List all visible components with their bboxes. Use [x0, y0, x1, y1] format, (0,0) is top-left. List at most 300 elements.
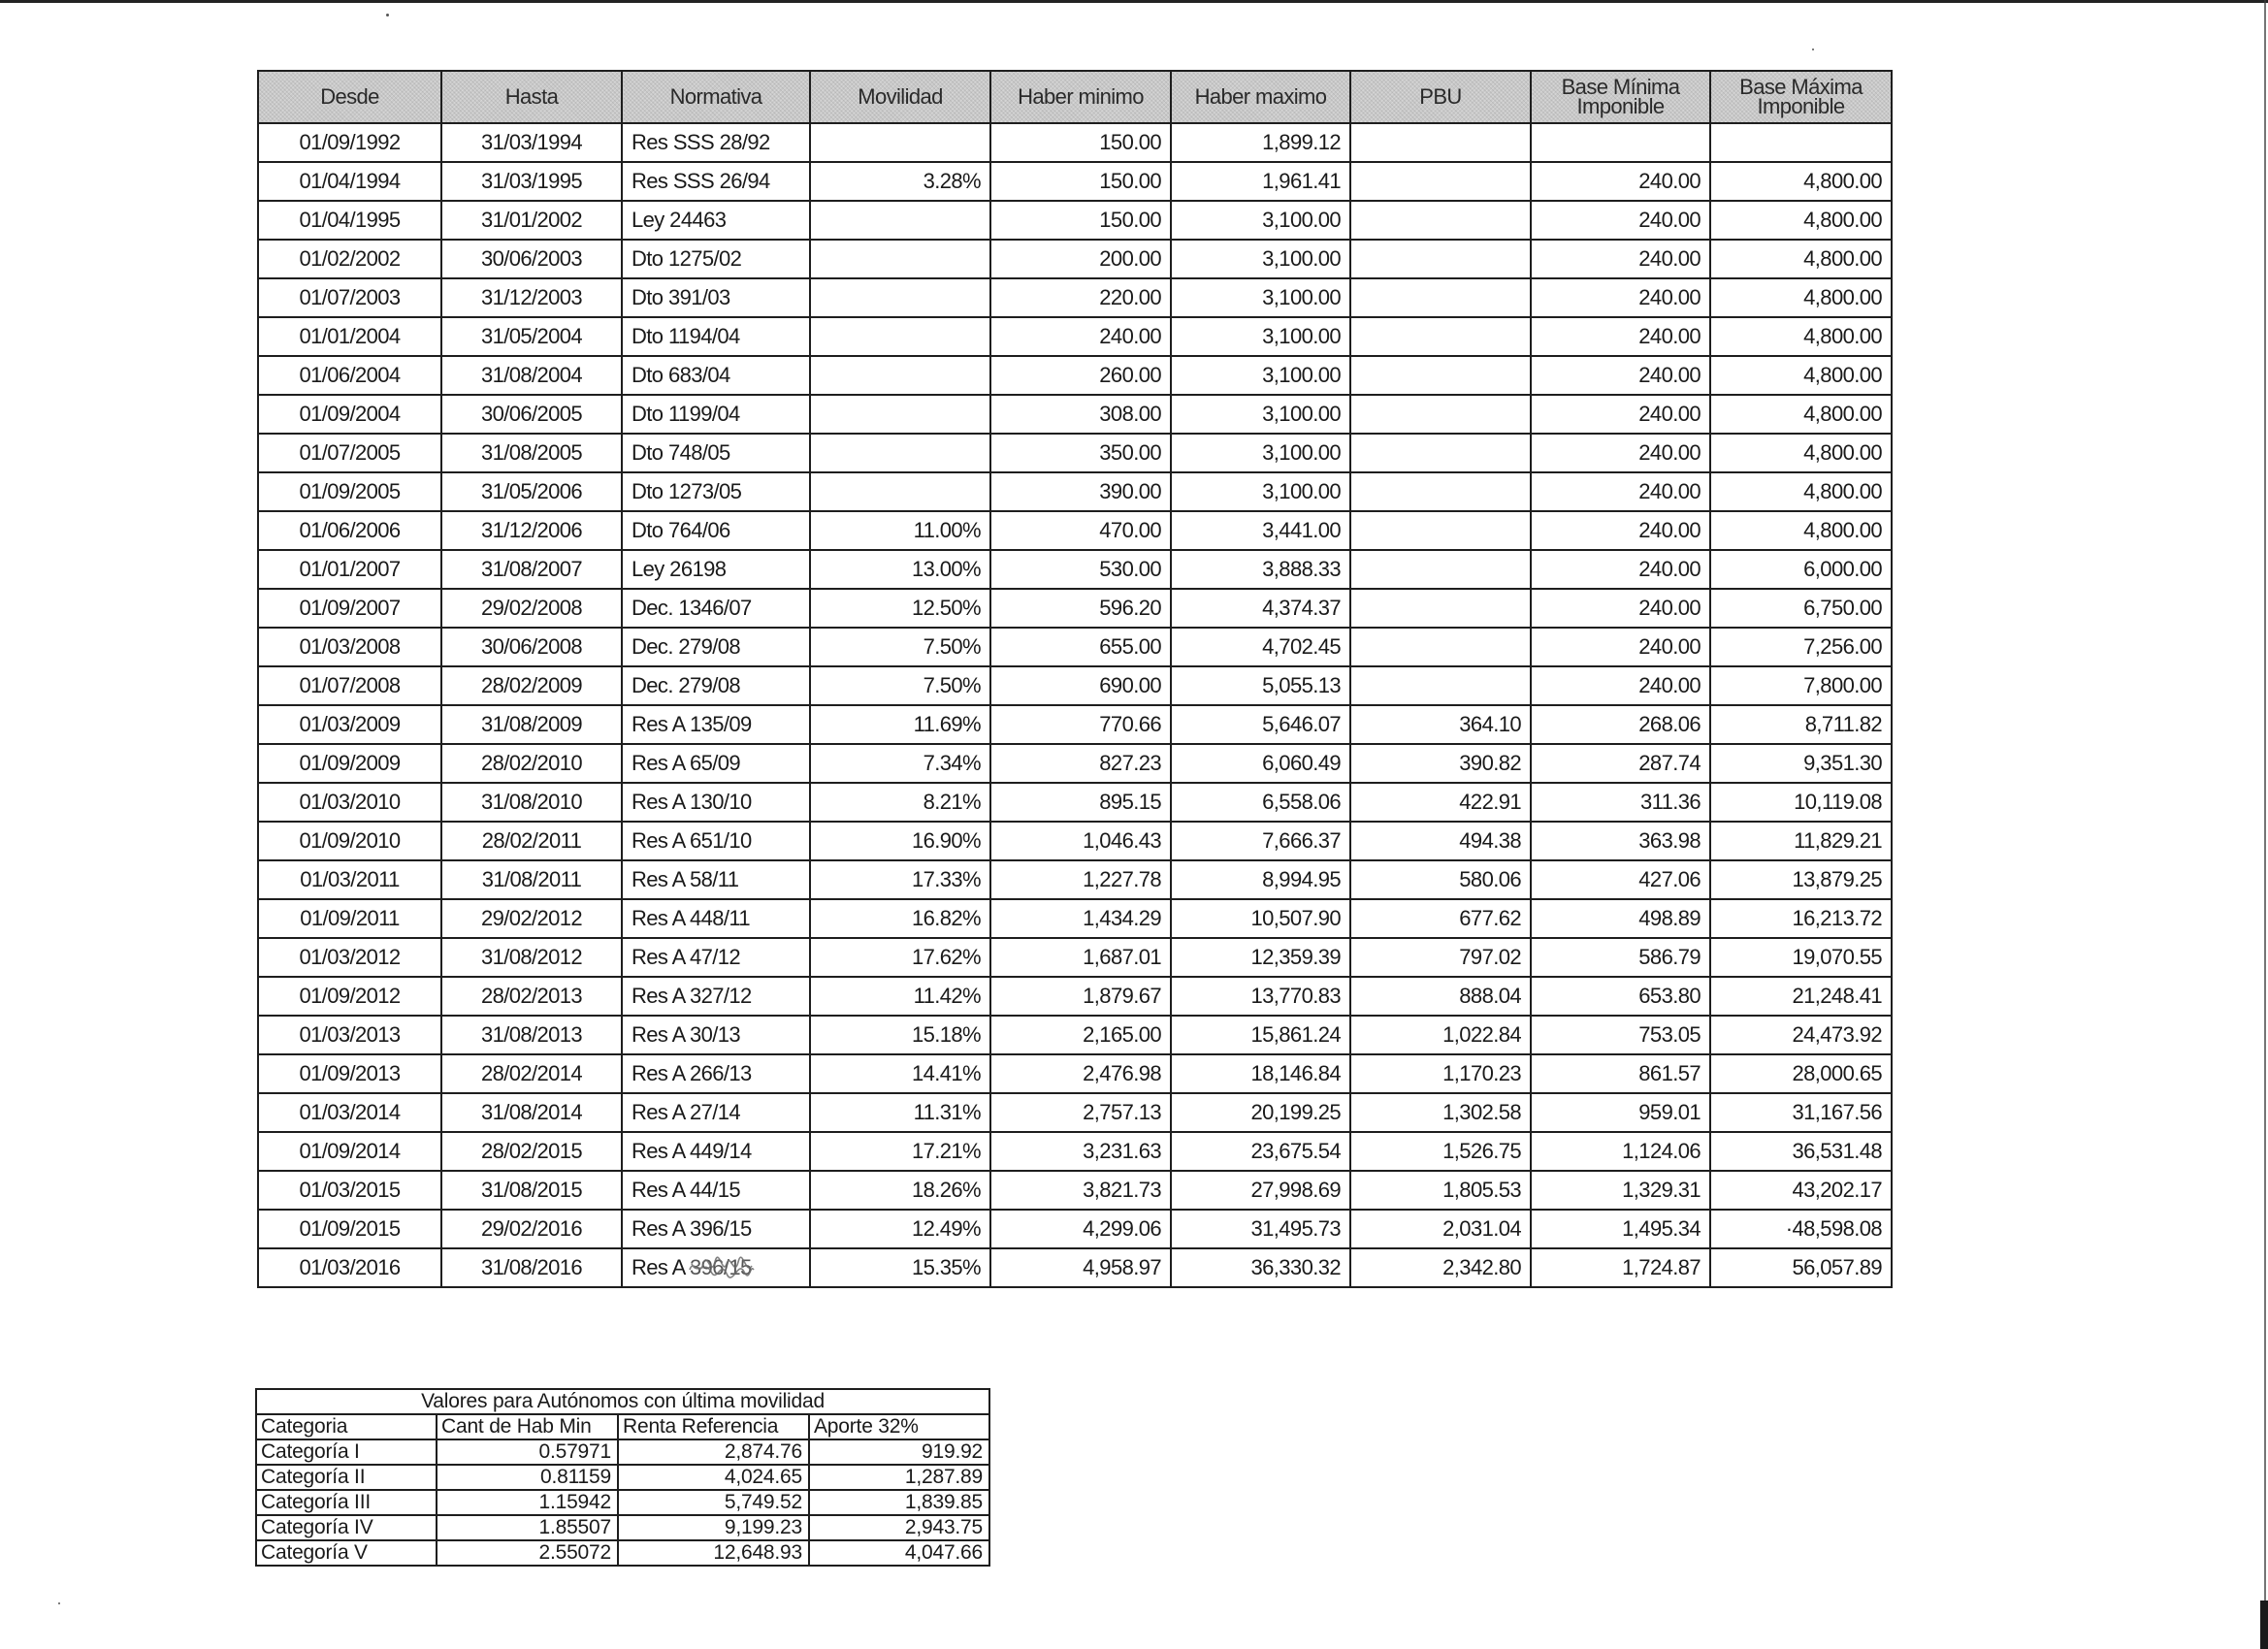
table-row [258, 356, 1892, 395]
base-maxima-cell: 24,473.92 [1710, 1016, 1892, 1054]
column-header-base-minima-imponible [1531, 71, 1710, 123]
base-minima-cell: 498.89 [1531, 899, 1710, 938]
autonomos-row [256, 1465, 989, 1490]
pbu-cell: 1,805.53 [1350, 1171, 1531, 1210]
autonomos-title-row [256, 1389, 989, 1414]
haber-maximo-cell: 31,495.73 [1171, 1210, 1350, 1248]
haber-maximo-cell: 7,666.37 [1171, 822, 1350, 860]
table-row [258, 783, 1892, 822]
pbu-cell [1350, 356, 1531, 395]
hasta-cell: 31/08/2011 [441, 860, 622, 899]
desde-cell: 01/09/2015 [258, 1210, 441, 1248]
haber-minimo-cell: 895.15 [990, 783, 1171, 822]
desde-cell: 01/02/2002 [258, 240, 441, 278]
haber-minimo-cell: 220.00 [990, 278, 1171, 317]
pbu-cell: 2,031.04 [1350, 1210, 1531, 1248]
base-minima-cell: 1,495.34 [1531, 1210, 1710, 1248]
movilidad-cell [810, 317, 990, 356]
pbu-cell: 364.10 [1350, 705, 1531, 744]
normativa-cell: Dto 1194/04 [622, 317, 810, 356]
autonomos-row [256, 1515, 989, 1540]
pbu-cell: 2,342.80 [1350, 1248, 1531, 1287]
normativa-cell: Dto 764/06 [622, 511, 810, 550]
scan-speck [58, 1602, 60, 1604]
base-minima-cell: 586.79 [1531, 938, 1710, 977]
hasta-cell: 31/08/2014 [441, 1093, 622, 1132]
haber-minimo-cell: 260.00 [990, 356, 1171, 395]
movilidad-cell [810, 240, 990, 278]
desde-cell: 01/07/2005 [258, 434, 441, 472]
base-minima-cell: 240.00 [1531, 434, 1710, 472]
base-minima-cell: 240.00 [1531, 666, 1710, 705]
renta-referencia-cell: 5,749.52 [618, 1490, 809, 1515]
categoria-cell: Categoría III [256, 1490, 437, 1515]
cant-hab-min-cell: 0.57971 [437, 1439, 618, 1465]
movilidad-table [257, 70, 1893, 1288]
table-row [258, 744, 1892, 783]
desde-cell: 01/03/2011 [258, 860, 441, 899]
normativa-text: Res A [632, 1255, 685, 1279]
movilidad-cell: 11.42% [810, 977, 990, 1016]
base-minima-cell: 268.06 [1531, 705, 1710, 744]
haber-maximo-cell: 3,100.00 [1171, 317, 1350, 356]
autonomos-column-header: Cant de Hab Min [437, 1414, 618, 1439]
hasta-cell: 28/02/2014 [441, 1054, 622, 1093]
column-header-label: Haber maximo [1194, 84, 1327, 109]
table-row [258, 1054, 1892, 1093]
normativa-cell: Res A 30/13 [622, 1016, 810, 1054]
pbu-cell: 390.82 [1350, 744, 1531, 783]
normativa-cell: Res A 449/14 [622, 1132, 810, 1171]
hasta-cell: 31/12/2006 [441, 511, 622, 550]
base-minima-cell: 753.05 [1531, 1016, 1710, 1054]
haber-maximo-cell: 3,100.00 [1171, 472, 1350, 511]
hasta-cell: 31/05/2006 [441, 472, 622, 511]
table-row [258, 278, 1892, 317]
normativa-cell: Res A 65/09 [622, 744, 810, 783]
normativa-cell: Res A 130/10 [622, 783, 810, 822]
movilidad-cell: 11.00% [810, 511, 990, 550]
base-maxima-cell: 43,202.17 [1710, 1171, 1892, 1210]
hasta-cell: 30/06/2008 [441, 628, 622, 666]
movilidad-cell: 12.49% [810, 1210, 990, 1248]
autonomos-column-header: Renta Referencia [618, 1414, 809, 1439]
table-row [258, 666, 1892, 705]
hasta-cell: 31/03/1994 [441, 123, 622, 162]
base-maxima-cell: 31,167.56 [1710, 1093, 1892, 1132]
column-header-label: Desde [320, 84, 379, 109]
haber-maximo-cell: 13,770.83 [1171, 977, 1350, 1016]
autonomos-column-header: Categoria [256, 1414, 437, 1439]
autonomos-row [256, 1490, 989, 1515]
hasta-cell: 31/08/2010 [441, 783, 622, 822]
desde-cell: 01/09/2014 [258, 1132, 441, 1171]
table-row [258, 589, 1892, 628]
base-minima-cell: 240.00 [1531, 395, 1710, 434]
haber-maximo-cell: 5,646.07 [1171, 705, 1350, 744]
haber-maximo-cell: 27,998.69 [1171, 1171, 1350, 1210]
aporte-cell: 1,287.89 [809, 1465, 989, 1490]
haber-minimo-cell: 530.00 [990, 550, 1171, 589]
column-header-label: Haber minimo [1018, 84, 1144, 109]
hasta-cell: 28/02/2010 [441, 744, 622, 783]
pbu-cell [1350, 589, 1531, 628]
normativa-cell: Res A 448/11 [622, 899, 810, 938]
haber-maximo-cell: 3,100.00 [1171, 240, 1350, 278]
haber-minimo-cell: 308.00 [990, 395, 1171, 434]
table-row [258, 201, 1892, 240]
column-header-label: Normativa [669, 84, 762, 109]
base-maxima-cell: 11,829.21 [1710, 822, 1892, 860]
cant-hab-min-cell: 0.81159 [437, 1465, 618, 1490]
table-header-row [258, 71, 1892, 123]
pbu-cell [1350, 511, 1531, 550]
normativa-cell: Res A 47/12 [622, 938, 810, 977]
cant-hab-min-cell: 2.55072 [437, 1540, 618, 1566]
hasta-cell: 31/08/2004 [441, 356, 622, 395]
table-row [258, 123, 1892, 162]
normativa-cell: Res A 651/10 [622, 822, 810, 860]
base-minima-cell: 240.00 [1531, 201, 1710, 240]
scan-speck [1812, 48, 1814, 50]
haber-maximo-cell: 3,100.00 [1171, 356, 1350, 395]
pbu-cell [1350, 550, 1531, 589]
table-row [258, 860, 1892, 899]
base-maxima-cell: 28,000.65 [1710, 1054, 1892, 1093]
haber-maximo-cell: 36,330.32 [1171, 1248, 1350, 1287]
haber-minimo-cell: 150.00 [990, 162, 1171, 201]
haber-maximo-cell: 3,441.00 [1171, 511, 1350, 550]
normativa-cell: Dto 1273/05 [622, 472, 810, 511]
normativa-cell: Dto 748/05 [622, 434, 810, 472]
base-maxima-cell: 6,000.00 [1710, 550, 1892, 589]
table-row [258, 434, 1892, 472]
column-header-label: Imponible [1576, 94, 1665, 118]
desde-cell: 01/03/2013 [258, 1016, 441, 1054]
movilidad-cell: 3.28% [810, 162, 990, 201]
haber-minimo-cell: 3,821.73 [990, 1171, 1171, 1210]
autonomos-column-header: Aporte 32% [809, 1414, 989, 1439]
pbu-cell: 888.04 [1350, 977, 1531, 1016]
categoria-cell: Categoría V [256, 1540, 437, 1566]
hasta-cell: 31/05/2004 [441, 317, 622, 356]
table-row [258, 1093, 1892, 1132]
pbu-cell [1350, 162, 1531, 201]
table-row [258, 899, 1892, 938]
haber-maximo-cell: 3,100.00 [1171, 434, 1350, 472]
base-maxima-cell: 13,879.25 [1710, 860, 1892, 899]
hasta-cell: 29/02/2016 [441, 1210, 622, 1248]
haber-maximo-cell: 3,100.00 [1171, 201, 1350, 240]
movilidad-cell: 11.31% [810, 1093, 990, 1132]
hasta-cell: 30/06/2003 [441, 240, 622, 278]
table-row [258, 1016, 1892, 1054]
haber-maximo-cell: 23,675.54 [1171, 1132, 1350, 1171]
autonomos-header-row [256, 1414, 989, 1439]
base-minima-cell: 1,724.87 [1531, 1248, 1710, 1287]
hasta-cell: 31/08/2013 [441, 1016, 622, 1054]
base-minima-cell: 240.00 [1531, 589, 1710, 628]
movilidad-cell: 15.18% [810, 1016, 990, 1054]
haber-minimo-cell: 827.23 [990, 744, 1171, 783]
desde-cell: 01/01/2004 [258, 317, 441, 356]
pbu-cell [1350, 240, 1531, 278]
scribbled-text: 396/15 [690, 1255, 752, 1279]
desde-cell: 01/07/2008 [258, 666, 441, 705]
normativa-cell: Res A 266/13 [622, 1054, 810, 1093]
column-header-haber-minimo [990, 71, 1171, 123]
haber-maximo-cell: 20,199.25 [1171, 1093, 1350, 1132]
base-maxima-cell: 4,800.00 [1710, 395, 1892, 434]
movilidad-cell: 11.69% [810, 705, 990, 744]
hasta-cell: 31/08/2015 [441, 1171, 622, 1210]
movilidad-cell [810, 356, 990, 395]
haber-minimo-cell: 1,227.78 [990, 860, 1171, 899]
cant-hab-min-cell: 1.85507 [437, 1515, 618, 1540]
column-header-movilidad [810, 71, 990, 123]
pbu-cell [1350, 472, 1531, 511]
cant-hab-min-cell: 1.15942 [437, 1490, 618, 1515]
table-row [258, 977, 1892, 1016]
hasta-cell: 31/03/1995 [441, 162, 622, 201]
pbu-cell [1350, 628, 1531, 666]
autonomos-table [255, 1388, 990, 1567]
hasta-cell: 31/01/2002 [441, 201, 622, 240]
table-row [258, 1171, 1892, 1210]
categoria-cell: Categoría I [256, 1439, 437, 1465]
normativa-cell: Res A 327/12 [622, 977, 810, 1016]
column-header-base-maxima-imponible [1710, 71, 1892, 123]
categoria-cell: Categoría IV [256, 1515, 437, 1540]
column-header-haber-maximo [1171, 71, 1350, 123]
haber-minimo-cell: 1,046.43 [990, 822, 1171, 860]
movilidad-cell [810, 278, 990, 317]
movilidad-cell [810, 123, 990, 162]
desde-cell: 01/03/2012 [258, 938, 441, 977]
haber-maximo-cell: 6,558.06 [1171, 783, 1350, 822]
movilidad-cell: 13.00% [810, 550, 990, 589]
pbu-cell: 580.06 [1350, 860, 1531, 899]
base-minima-cell: 240.00 [1531, 278, 1710, 317]
base-minima-cell: 1,124.06 [1531, 1132, 1710, 1171]
table-row [258, 240, 1892, 278]
autonomos-row [256, 1540, 989, 1566]
movilidad-cell [810, 395, 990, 434]
table-row [258, 550, 1892, 589]
aporte-cell: 1,839.85 [809, 1490, 989, 1515]
normativa-cell: Ley 24463 [622, 201, 810, 240]
haber-maximo-cell: 15,861.24 [1171, 1016, 1350, 1054]
haber-minimo-cell: 2,165.00 [990, 1016, 1171, 1054]
desde-cell: 01/04/1994 [258, 162, 441, 201]
haber-minimo-cell: 4,958.97 [990, 1248, 1171, 1287]
haber-minimo-cell: 2,476.98 [990, 1054, 1171, 1093]
base-maxima-cell: 56,057.89 [1710, 1248, 1892, 1287]
movilidad-cell: 7.34% [810, 744, 990, 783]
movilidad-cell [810, 201, 990, 240]
normativa-cell: Dto 683/04 [622, 356, 810, 395]
table-row [258, 938, 1892, 977]
base-maxima-cell: 7,256.00 [1710, 628, 1892, 666]
desde-cell: 01/03/2010 [258, 783, 441, 822]
desde-cell: 01/09/2011 [258, 899, 441, 938]
column-header-label: PBU [1419, 84, 1462, 109]
hasta-cell: 31/08/2007 [441, 550, 622, 589]
renta-referencia-cell: 4,024.65 [618, 1465, 809, 1490]
base-minima-cell: 427.06 [1531, 860, 1710, 899]
hasta-cell: 28/02/2011 [441, 822, 622, 860]
movilidad-cell: 17.21% [810, 1132, 990, 1171]
normativa-cell: Dec. 279/08 [622, 666, 810, 705]
base-maxima-cell: 4,800.00 [1710, 278, 1892, 317]
table-row [258, 472, 1892, 511]
base-minima-cell: 240.00 [1531, 317, 1710, 356]
desde-cell: 01/09/2004 [258, 395, 441, 434]
desde-cell: 01/09/2010 [258, 822, 441, 860]
table-row [258, 1132, 1892, 1171]
pbu-cell: 494.38 [1350, 822, 1531, 860]
base-minima-cell: 1,329.31 [1531, 1171, 1710, 1210]
base-maxima-cell: 4,800.00 [1710, 162, 1892, 201]
normativa-cell: Res A 27/14 [622, 1093, 810, 1132]
haber-maximo-cell: 1,899.12 [1171, 123, 1350, 162]
table-row [258, 1210, 1892, 1248]
base-minima-cell: 240.00 [1531, 356, 1710, 395]
haber-maximo-cell: 6,060.49 [1171, 744, 1350, 783]
movilidad-cell: 17.62% [810, 938, 990, 977]
normativa-cell: Dec. 279/08 [622, 628, 810, 666]
hasta-cell: 31/12/2003 [441, 278, 622, 317]
base-maxima-cell: 8,711.82 [1710, 705, 1892, 744]
column-header-label: Base Máxima [1739, 75, 1863, 99]
desde-cell: 01/09/2013 [258, 1054, 441, 1093]
haber-maximo-cell: 5,055.13 [1171, 666, 1350, 705]
hasta-cell: 30/06/2005 [441, 395, 622, 434]
renta-referencia-cell: 9,199.23 [618, 1515, 809, 1540]
haber-minimo-cell: 655.00 [990, 628, 1171, 666]
normativa-cell: Res SSS 26/94 [622, 162, 810, 201]
haber-minimo-cell: 390.00 [990, 472, 1171, 511]
haber-minimo-cell: 2,757.13 [990, 1093, 1171, 1132]
base-minima-cell: 240.00 [1531, 550, 1710, 589]
base-maxima-cell: 4,800.00 [1710, 317, 1892, 356]
hasta-cell: 31/08/2016 [441, 1248, 622, 1287]
pbu-cell: 797.02 [1350, 938, 1531, 977]
pbu-cell [1350, 434, 1531, 472]
scan-corner-mark [2260, 1600, 2268, 1649]
pbu-cell: 677.62 [1350, 899, 1531, 938]
renta-referencia-cell: 2,874.76 [618, 1439, 809, 1465]
haber-minimo-cell: 150.00 [990, 201, 1171, 240]
normativa-cell: Dec. 1346/07 [622, 589, 810, 628]
autonomos-row [256, 1439, 989, 1465]
column-header-label: Movilidad [858, 84, 943, 109]
haber-minimo-cell: 150.00 [990, 123, 1171, 162]
hasta-cell: 28/02/2009 [441, 666, 622, 705]
desde-cell: 01/09/1992 [258, 123, 441, 162]
haber-maximo-cell: 1,961.41 [1171, 162, 1350, 201]
haber-maximo-cell: 10,507.90 [1171, 899, 1350, 938]
base-minima-cell: 240.00 [1531, 511, 1710, 550]
haber-minimo-cell: 1,434.29 [990, 899, 1171, 938]
haber-maximo-cell: 4,374.37 [1171, 589, 1350, 628]
base-maxima-cell [1710, 123, 1892, 162]
pbu-cell [1350, 666, 1531, 705]
scan-speck [386, 14, 389, 16]
column-header-label: Hasta [504, 84, 559, 109]
movilidad-cell: 18.26% [810, 1171, 990, 1210]
column-header-label: Imponible [1757, 94, 1845, 118]
normativa-cell [622, 1248, 810, 1287]
movilidad-cell: 8.21% [810, 783, 990, 822]
base-maxima-cell: 7,800.00 [1710, 666, 1892, 705]
haber-minimo-cell: 1,687.01 [990, 938, 1171, 977]
haber-minimo-cell: 3,231.63 [990, 1132, 1171, 1171]
desde-cell: 01/03/2014 [258, 1093, 441, 1132]
haber-minimo-cell: 1,879.67 [990, 977, 1171, 1016]
base-minima-cell: 240.00 [1531, 472, 1710, 511]
base-minima-cell: 363.98 [1531, 822, 1710, 860]
hasta-cell: 31/08/2005 [441, 434, 622, 472]
base-minima-cell: 861.57 [1531, 1054, 1710, 1093]
base-maxima-cell: 4,800.00 [1710, 434, 1892, 472]
haber-minimo-cell: 770.66 [990, 705, 1171, 744]
column-header-desde [258, 71, 441, 123]
movilidad-cell: 7.50% [810, 628, 990, 666]
haber-maximo-cell: 18,146.84 [1171, 1054, 1350, 1093]
categoria-cell: Categoría II [256, 1465, 437, 1490]
haber-minimo-cell: 240.00 [990, 317, 1171, 356]
desde-cell: 01/03/2016 [258, 1248, 441, 1287]
table-row [258, 822, 1892, 860]
normativa-cell: Res A 135/09 [622, 705, 810, 744]
desde-cell: 01/06/2004 [258, 356, 441, 395]
haber-minimo-cell: 470.00 [990, 511, 1171, 550]
base-maxima-cell: ·48,598.08 [1710, 1210, 1892, 1248]
normativa-cell: Res SSS 28/92 [622, 123, 810, 162]
haber-minimo-cell: 690.00 [990, 666, 1171, 705]
haber-maximo-cell: 8,994.95 [1171, 860, 1350, 899]
normativa-cell: Dto 391/03 [622, 278, 810, 317]
base-minima-cell [1531, 123, 1710, 162]
haber-maximo-cell: 4,702.45 [1171, 628, 1350, 666]
base-maxima-cell: 4,800.00 [1710, 201, 1892, 240]
column-header-normativa [622, 71, 810, 123]
movilidad-cell: 17.33% [810, 860, 990, 899]
desde-cell: 01/09/2012 [258, 977, 441, 1016]
desde-cell: 01/03/2009 [258, 705, 441, 744]
movilidad-cell [810, 434, 990, 472]
table-row [258, 395, 1892, 434]
scribbled-out-number [690, 1255, 752, 1280]
haber-maximo-cell: 3,100.00 [1171, 395, 1350, 434]
normativa-cell: Res A 44/15 [622, 1171, 810, 1210]
base-minima-cell: 240.00 [1531, 162, 1710, 201]
base-maxima-cell: 21,248.41 [1710, 977, 1892, 1016]
movilidad-cell [810, 472, 990, 511]
haber-maximo-cell: 3,888.33 [1171, 550, 1350, 589]
base-maxima-cell: 9,351.30 [1710, 744, 1892, 783]
desde-cell: 01/01/2007 [258, 550, 441, 589]
pbu-cell [1350, 201, 1531, 240]
pbu-cell [1350, 123, 1531, 162]
base-minima-cell: 959.01 [1531, 1093, 1710, 1132]
pbu-cell [1350, 317, 1531, 356]
base-minima-cell: 653.80 [1531, 977, 1710, 1016]
table-row [258, 705, 1892, 744]
aporte-cell: 4,047.66 [809, 1540, 989, 1566]
autonomos-title: Valores para Autónomos con última movilidad [256, 1389, 989, 1414]
